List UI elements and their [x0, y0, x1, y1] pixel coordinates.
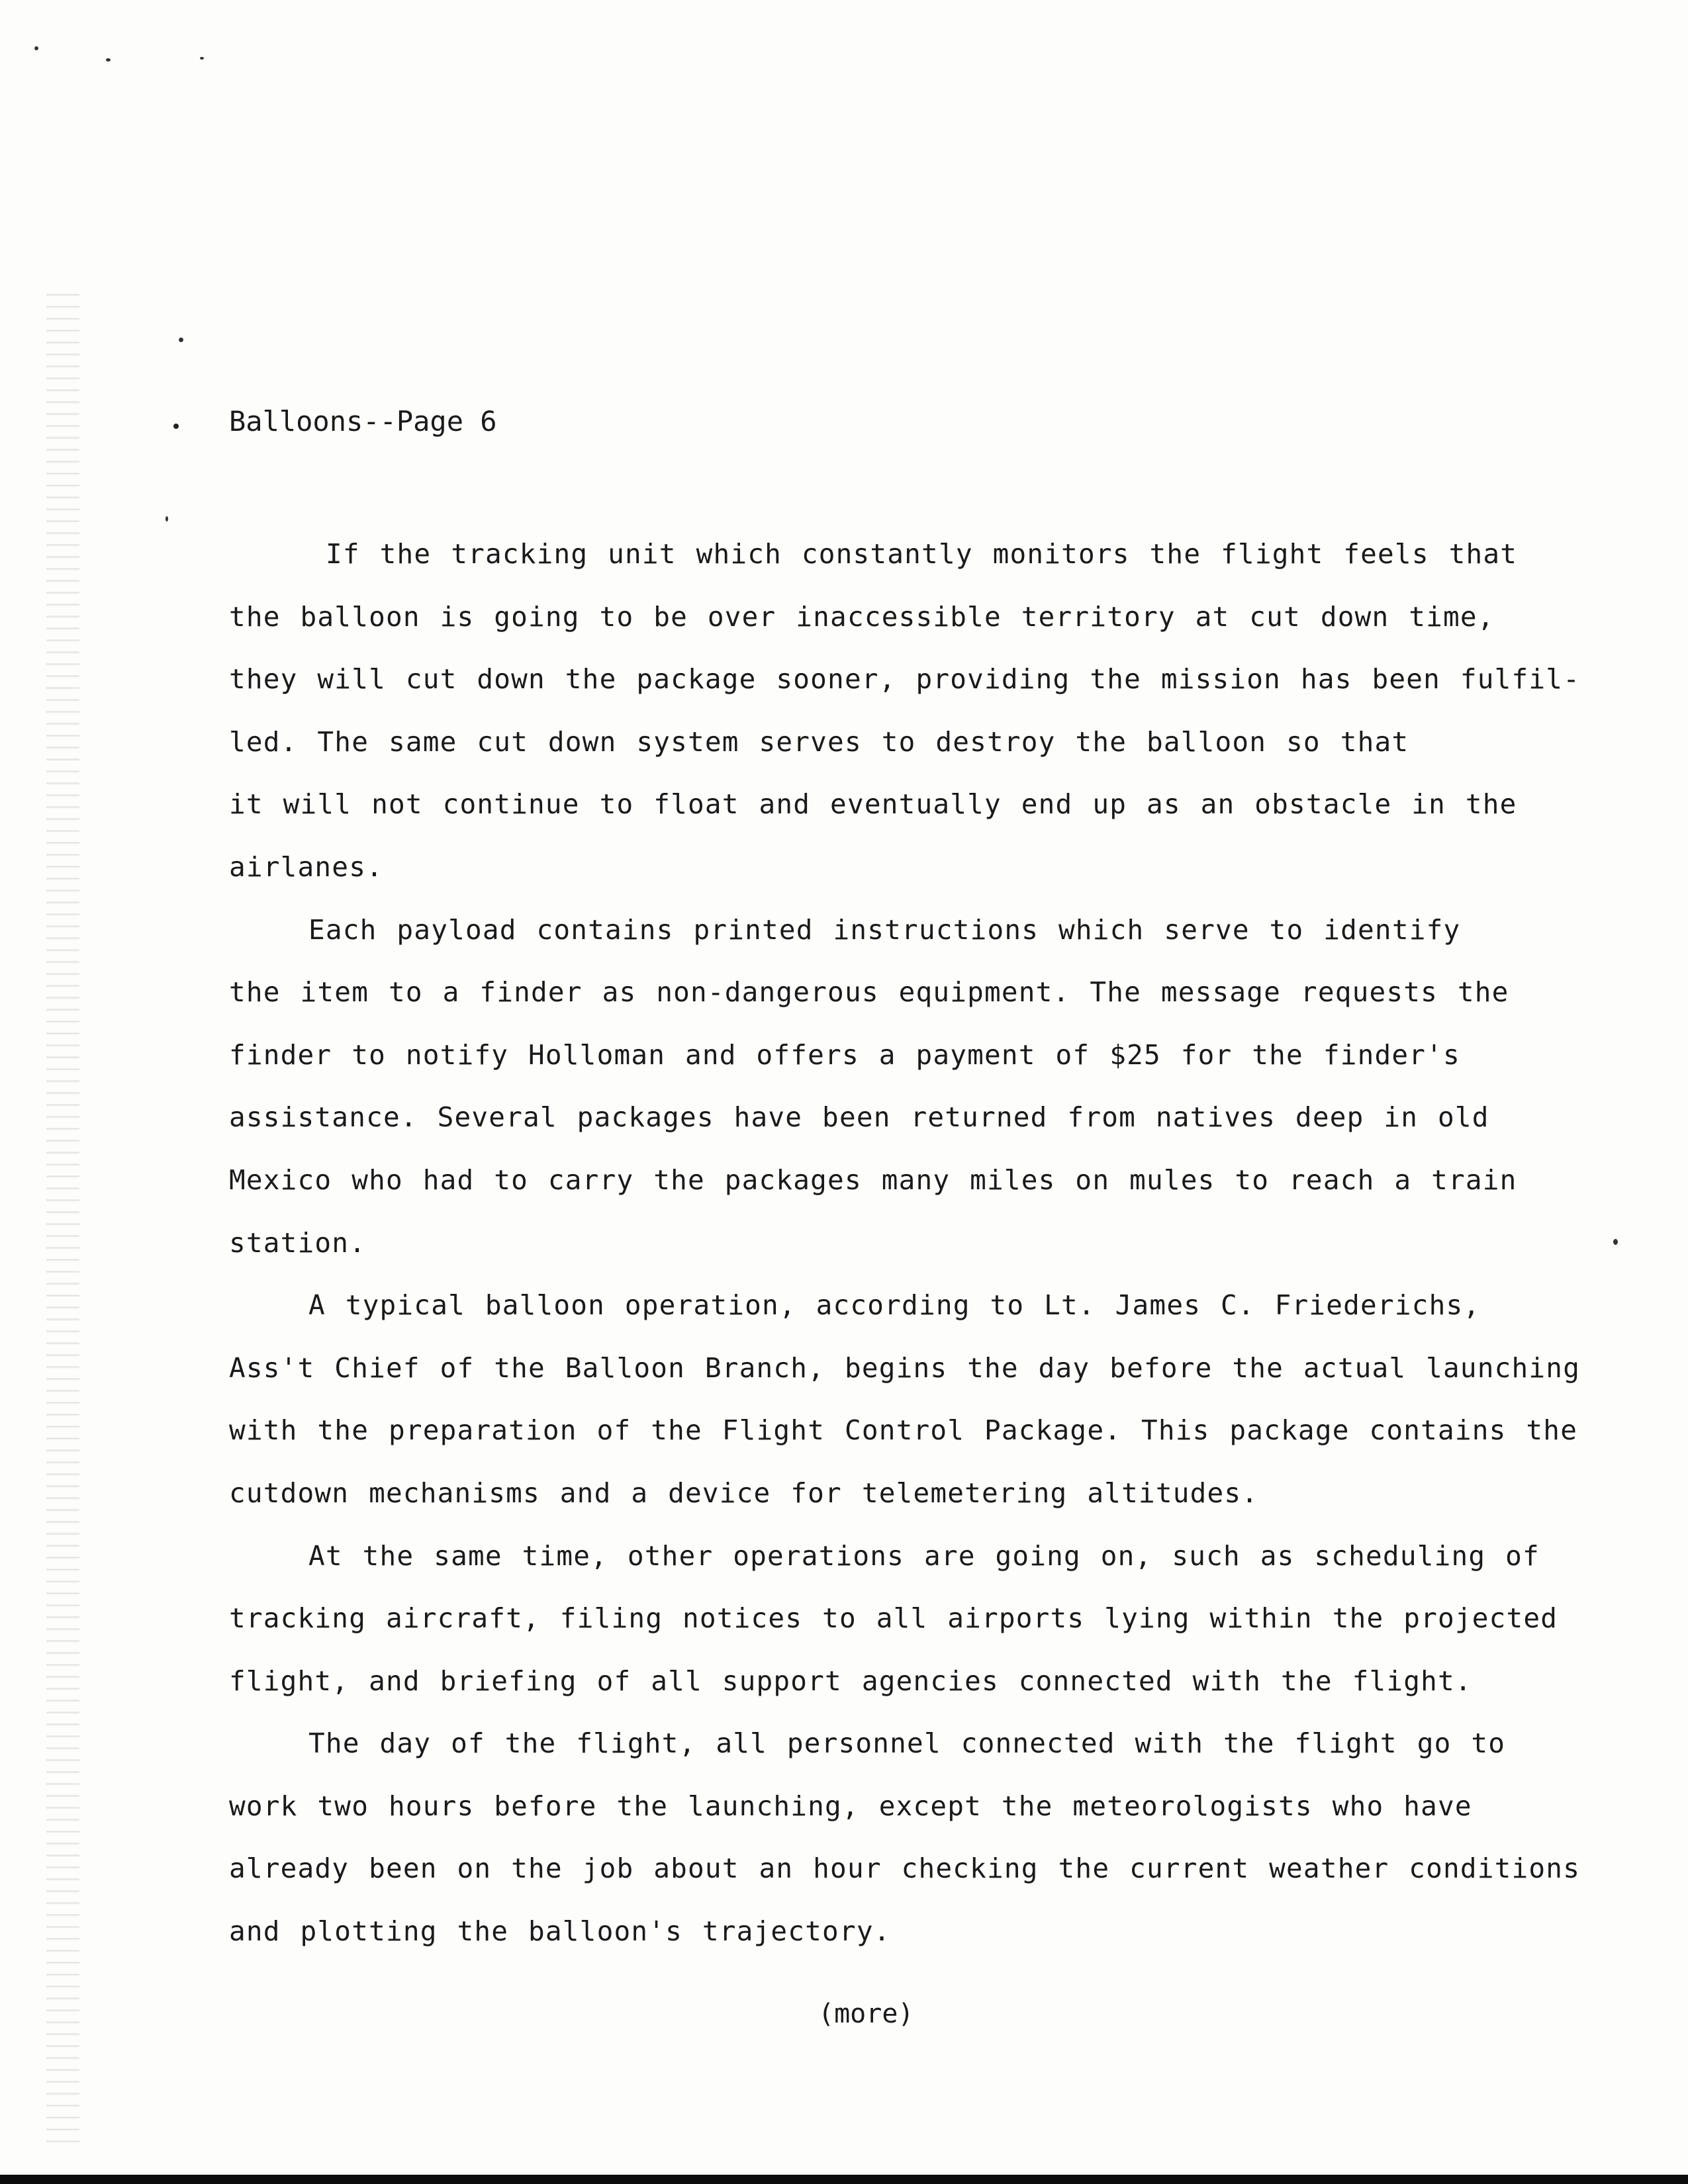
- scan-speck: [179, 338, 183, 342]
- text-line: The day of the flight, all personnel connected with the flight go to: [308, 1727, 1506, 1760]
- text-line: with the preparation of the Flight Control Package. This package contains the: [229, 1414, 1578, 1447]
- scan-speck: [1613, 1239, 1618, 1245]
- text-line: led. The same cut down system serves to destroy the balloon so that: [229, 725, 1409, 758]
- text-line: the item to a finder as non-dangerous equipment. The message requests the: [229, 976, 1509, 1009]
- scan-speck: [106, 58, 111, 62]
- text-line: flight, and briefing of all support agencies connected with the flight.: [229, 1664, 1472, 1697]
- scan-speck: [34, 46, 38, 50]
- page-header: Balloons--Page 6: [229, 405, 497, 437]
- page-footer-more: (more): [818, 1999, 914, 2029]
- scan-bottom-border: [0, 2175, 1688, 2184]
- scan-speck: [200, 57, 204, 60]
- text-line: station.: [229, 1226, 367, 1259]
- text-line: the balloon is going to be over inaccessible territory at cut down time,: [229, 600, 1495, 633]
- text-line: airlanes.: [229, 850, 383, 883]
- scan-edge-artifact: [46, 285, 79, 2151]
- text-line: A typical balloon operation, according to Lt. James C. Friederichs,: [308, 1289, 1481, 1322]
- text-line: they will cut down the package sooner, providing the mission has been fulfil-: [229, 663, 1581, 696]
- header-bullet-mark: [173, 424, 179, 429]
- text-line: assistance. Several packages have been returned from natives deep in old: [229, 1101, 1489, 1134]
- text-line: If the tracking unit which constantly monitors the flight feels that: [326, 538, 1518, 570]
- text-line: Each payload contains printed instructions which serve to identify: [308, 913, 1461, 946]
- text-line: work two hours before the launching, except the meteorologists who have: [229, 1790, 1472, 1822]
- text-line: Mexico who had to carry the packages many miles on mules to reach a train: [229, 1163, 1517, 1196]
- text-line: cutdown mechanisms and a device for telemetering altitudes.: [229, 1477, 1259, 1509]
- text-line: At the same time, other operations are going on, such as scheduling of: [308, 1539, 1540, 1572]
- text-line: already been on the job about an hour checking the current weather conditions: [229, 1852, 1581, 1885]
- text-line: tracking aircraft, filing notices to all airports lying within the projected: [229, 1602, 1558, 1635]
- text-line: finder to notify Holloman and offers a payment of $25 for the finder's: [229, 1038, 1460, 1071]
- text-line: and plotting the balloon's trajectory.: [229, 1915, 891, 1948]
- text-line: it will not continue to float and eventually end up as an obstacle in the: [229, 788, 1517, 821]
- document-body: [229, 523, 1581, 1963]
- text-line: Ass't Chief of the Balloon Branch, begins the day before the actual launching: [229, 1351, 1581, 1384]
- scan-speck: [165, 516, 168, 522]
